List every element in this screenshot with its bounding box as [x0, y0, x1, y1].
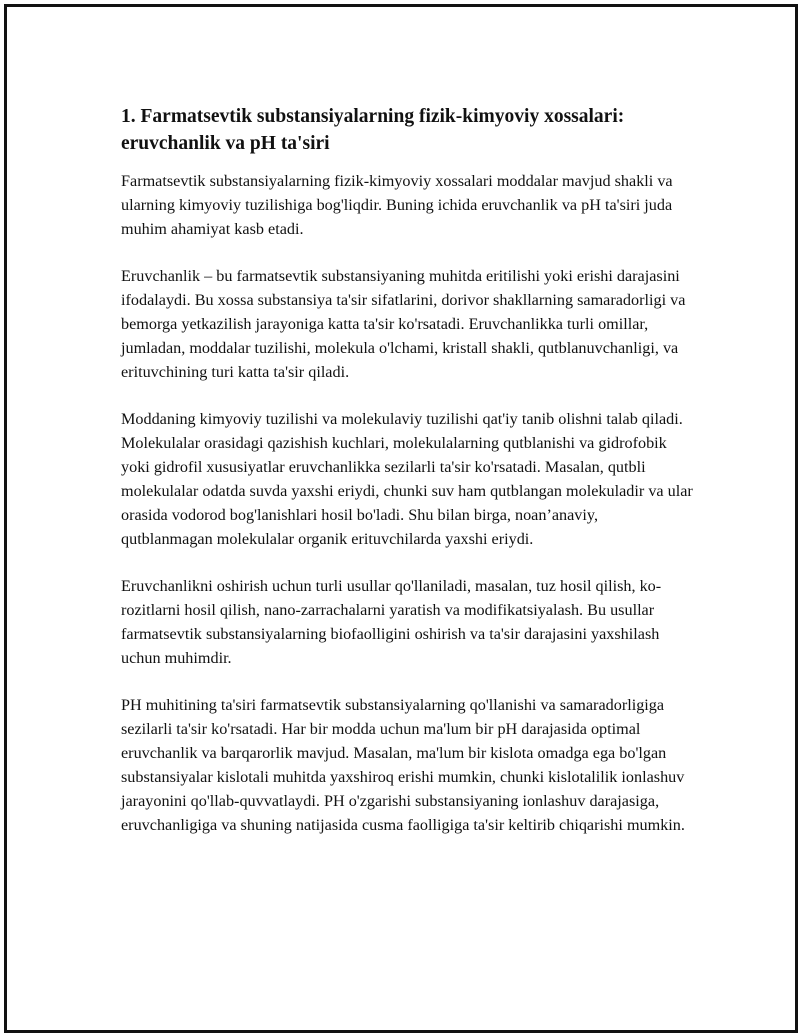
paragraph-intro: Farmatsevtik substansiyalarning fizik-kimyoviy xossalari moddalar mavjud shakli va ularning kimyoviy tuzilishiga bog'liqdir. Buning ichida eruvchanlik va pH ta'siri juda muhim ahamiyat kasb etadi.	[121, 172, 673, 238]
paragraph-solubility-methods: Eruvchanlikni oshirish uchun turli usullar qo'llaniladi, masalan, tuz hosil qilish, ko-rozitlarni hosil qilish, nano-zarrachalarni yaratish va modifikatsiyalash. Bu usullar farmatsevtik substansiyalarning biofaolligini oshirish va ta'sir darajasini yaxshilash uchun muhimdir.	[121, 577, 662, 667]
paragraph-ph-effect: PH muhitining ta'siri farmatsevtik substansiyalarning qo'llanishi va samaradorligiga sezilarli ta'sir ko'rsatadi. Har bir modda uchun ma'lum bir pH darajasida optimal eruvchanlik va barqarorlik mavjud. Masalan, ma'lum bir kislota omadga ega bo'lgan substansiyalar kislotali muhitda yaxshiroq erishi mumkin, chunki kislotalilik ionlashuv jarayonini qo'llab-quvvatlaydi. PH o'zgarishi substansiyaning ionlashuv darajasiga, eruvchanligiga va shuning natijasida cusma faolligiga ta'sir keltirib chiqarishi mumkin.	[121, 696, 685, 834]
section-heading: 1. Farmatsevtik substansiyalarning fizik-kimyoviy xossalari: eruvchanlik va pH ta'siri	[121, 106, 625, 154]
document-body	[121, 103, 693, 860]
paragraph-molecular-structure: Moddaning kimyoviy tuzilishi va molekulaviy tuzilishi qat'iy tanib olishni talab qiladi. Molekulalar orasidagi qazishish kuchlari, molekulalarning qutblanishi va gidrofobik yoki gidrofil xususiyatlar eruvchanlikka sezilarli ta'sir ko'rsatadi. Masalan, qutbli molekulalar odatda suvda yaxshi eriydi, chunki suv ham qutblangan molekuladir va ular orasida vodorod bog'lanishlari hosil bo'ladi. Shu bilan birga, noan’anaviy, qutblanmagan molekulalar organik erituvchilarda yaxshi eriydi.	[121, 410, 693, 548]
paragraph-solubility-definition: Eruvchanlik – bu farmatsevtik substansiyaning muhitda eritilishi yoki erishi darajasini ifodalaydi. Bu xossa substansiya ta'sir sifatlarini, dorivor shakllarning samaradorligi va bemorga yetkazilish jarayoniga katta ta'sir ko'rsatadi. Eruvchanlikka turli omillar, jumladan, moddalar tuzilishi, molekula o'lchami, kristall shakli, qutblanuvchanligi, va erituvchining turi katta ta'sir qiladi.	[121, 267, 686, 381]
page-frame	[4, 4, 798, 1033]
